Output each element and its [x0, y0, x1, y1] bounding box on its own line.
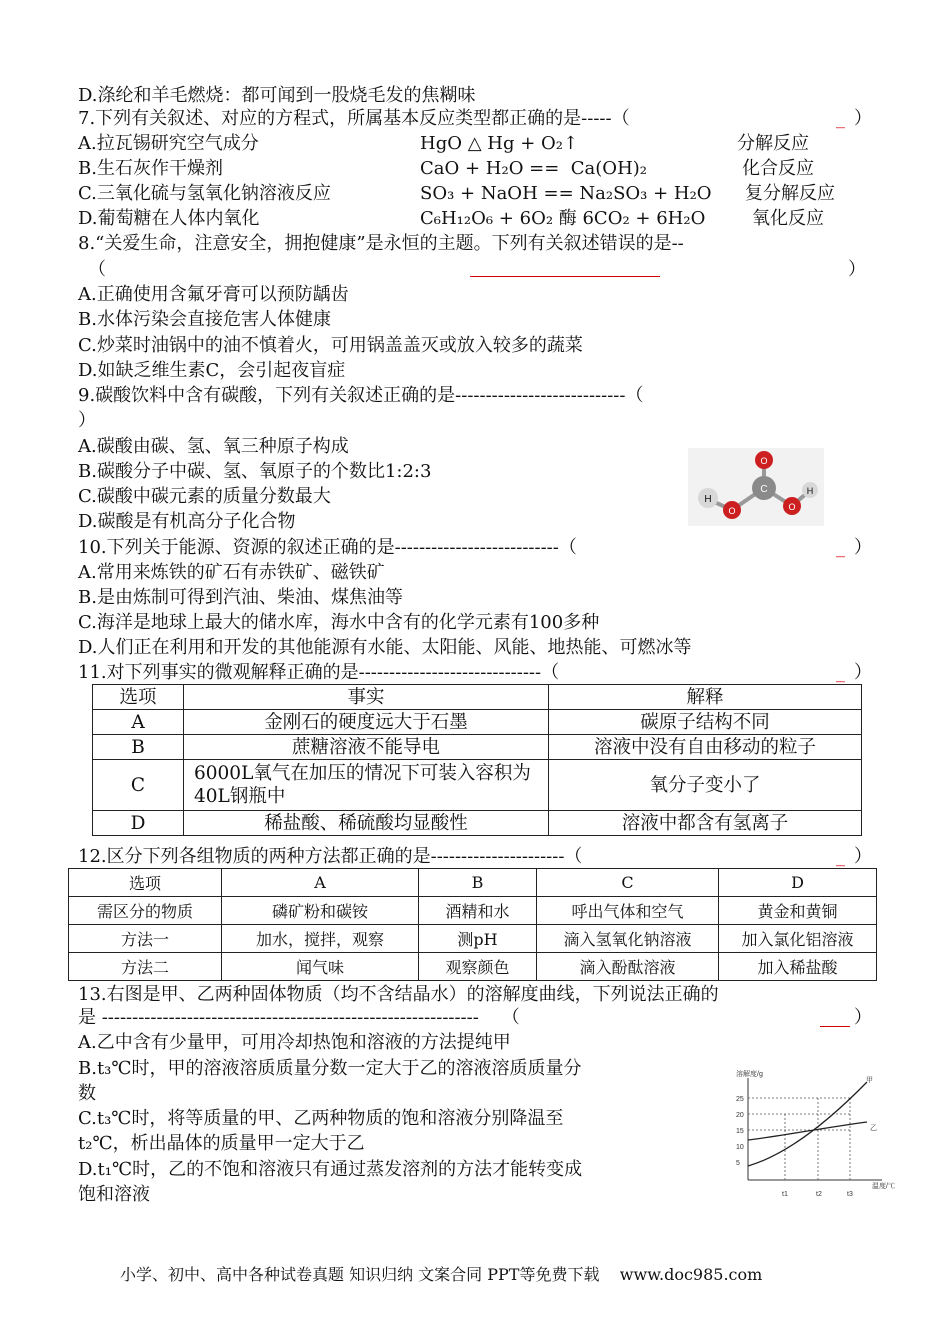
table-cell: 需区分的物质: [69, 897, 222, 925]
q8-option-d: D.如缺乏维生素C，会引起夜盲症: [78, 360, 346, 381]
q8-option-b: B.水体污染会直接危害人体健康: [78, 309, 331, 330]
graph-ytick: 25: [736, 1096, 744, 1103]
q10-option-b: B.是由炼制可得到汽油、柴油、煤焦油等: [78, 587, 403, 608]
q7-a-label: A.拉瓦锡研究空气成分: [78, 133, 259, 154]
table-cell: 加入稀盐酸: [719, 953, 877, 981]
table-cell: 氧分子变小了: [549, 760, 862, 811]
q13-option-d-cont: 饱和溶液: [78, 1184, 150, 1205]
q7-b-equation: CaO + H₂O == Ca(OH)₂: [420, 158, 648, 179]
q11-answer-blank: _: [836, 662, 845, 683]
q7-c-equation: SO₃ + NaOH == Na₂SO₃ + H₂O: [420, 183, 712, 204]
table-header-cell: C: [537, 869, 719, 897]
q12-stem: 12.区分下列各组物质的两种方法都正确的是----------------------（: [78, 846, 583, 867]
curve-yi: [748, 1122, 867, 1140]
table-header-row: [69, 869, 877, 897]
q12-answer-blank: _: [836, 846, 845, 867]
svg-text:O: O: [788, 502, 796, 512]
q11-close-paren: ）: [854, 662, 872, 683]
table-header-cell: B: [419, 869, 537, 897]
q10-option-c: C.海洋是地球上最大的储水库，海水中含有的化学元素有100多种: [78, 612, 600, 633]
q7-stem: 7.下列有关叙述、对应的方程式，所属基本反应类型都正确的是-----（: [78, 108, 630, 129]
q7-c-label: C.三氧化硫与氢氧化钠溶液反应: [78, 183, 331, 204]
table-cell: 稀盐酸、稀硫酸均显酸性: [184, 811, 549, 836]
q7-b-type: 化合反应: [742, 158, 814, 179]
table-cell: A: [93, 710, 184, 735]
q10-stem: 10.下列关于能源、资源的叙述正确的是---------------------------（: [78, 537, 577, 558]
table-cell: 黄金和黄铜: [719, 897, 877, 925]
q13-close-paren: ）: [854, 1007, 872, 1028]
table-header-cell: A: [222, 869, 419, 897]
q8-open-paren: （: [88, 259, 106, 280]
q12-close-paren: ）: [854, 846, 872, 867]
table-cell: 测pH: [419, 925, 537, 953]
table-row: [69, 925, 877, 953]
q10-answer-blank: _: [836, 537, 845, 558]
q10-close-paren: ）: [854, 537, 872, 558]
graph-ytick: 20: [736, 1112, 744, 1119]
table-row: [93, 735, 862, 760]
q7-d-equation: C₆H₁₂O₆ + 6O₂ 酶 6CO₂ + 6H₂O: [420, 208, 706, 229]
q7-answer-blank: _: [836, 108, 845, 129]
q11-stem: 11.对下列事实的微观解释正确的是------------------------------（: [78, 662, 560, 683]
carbon-atom: [752, 476, 776, 500]
table-row: [93, 760, 862, 811]
q9-option-b: B.碳酸分子中碳、氢、氧原子的个数比1:2:3: [78, 461, 432, 482]
q13-option-a: A.乙中含有少量甲，可用冷却热饱和溶液的方法提纯甲: [78, 1032, 511, 1053]
graph-curve-label-jia: 甲: [866, 1077, 873, 1084]
q9-stem: 9.碳酸饮料中含有碳酸，下列有关叙述正确的是----------------------------（: [78, 385, 644, 406]
q7-close-paren: ）: [854, 108, 872, 129]
svg-text:O: O: [728, 506, 736, 516]
carbonic-acid-molecule-image: [688, 448, 824, 526]
q8-option-a: A.正确使用含氟牙膏可以预防龋齿: [78, 284, 349, 305]
table-cell: 金刚石的硬度远大于石墨: [184, 710, 549, 735]
table-cell: 滴入酚酞溶液: [537, 953, 719, 981]
table-row: [93, 811, 862, 836]
table-cell: 滴入氢氧化钠溶液: [537, 925, 719, 953]
q13-stem: 13.右图是甲、乙两种固体物质（均不含结晶水）的溶解度曲线，下列说法正确的: [78, 984, 719, 1005]
q13-option-d: D.t₁℃时，乙的不饱和溶液只有通过蒸发溶剂的方法才能转变成: [78, 1159, 583, 1180]
q6-option-d: D.涤纶和羊毛燃烧：都可闻到一股烧毛发的焦糊味: [78, 85, 476, 106]
table-cell: 6000L氧气在加压的情况下可装入容积为40L钢瓶中: [184, 760, 549, 811]
footer-text: 小学、初中、高中各种试卷真题 知识归纳 文案合同 PPT等免费下载 www.doc985.com: [120, 1265, 763, 1284]
table-row: [93, 710, 862, 735]
svg-text:H: H: [806, 486, 814, 496]
table-cell: 酒精和水: [419, 897, 537, 925]
q10-option-a: A.常用来炼铁的矿石有赤铁矿、磁铁矿: [78, 562, 385, 583]
q11-table: [92, 684, 862, 836]
q13-answer-underline: [820, 1026, 850, 1027]
q7-c-type: 复分解反应: [745, 183, 835, 204]
q9-option-c: C.碳酸中碳元素的质量分数最大: [78, 486, 331, 507]
table-header-cell: 选项: [93, 685, 184, 710]
q9-option-a: A.碳酸由碳、氢、氧三种原子构成: [78, 436, 349, 457]
table-cell: 闻气味: [222, 953, 419, 981]
svg-text:H: H: [704, 494, 712, 505]
table-cell: 加入氯化铝溶液: [719, 925, 877, 953]
hydrogen-atom-right: [802, 482, 818, 498]
table-row: [69, 897, 877, 925]
graph-curve-label-yi: 乙: [870, 1125, 877, 1132]
table-header-cell: 选项: [69, 869, 222, 897]
table-cell: B: [93, 735, 184, 760]
table-header-cell: 事实: [184, 685, 549, 710]
q9-close-paren: ）: [78, 410, 96, 431]
graph-y-label: 溶解度/g: [736, 1071, 763, 1078]
table-cell: 溶液中都含有氢离子: [549, 811, 862, 836]
q8-close-paren: ）: [848, 259, 866, 280]
q12-table: [68, 868, 877, 981]
q10-option-d: D.人们正在利用和开发的其他能源有水能、太阳能、风能、地热能、可燃冰等: [78, 637, 692, 658]
graph-xtick: t1: [782, 1191, 788, 1198]
graph-x-label: 温度/℃: [872, 1183, 895, 1190]
graph-xtick: t3: [847, 1191, 853, 1198]
q8-stem: 8.“关爱生命，注意安全，拥抱健康”是永恒的主题。下列有关叙述错误的是--: [78, 233, 684, 254]
q7-d-label: D.葡萄糖在人体内氧化: [78, 208, 260, 229]
table-cell: 溶液中没有自由移动的粒子: [549, 735, 862, 760]
table-cell: D: [93, 811, 184, 836]
table-row: [69, 953, 877, 981]
q7-a-type: 分解反应: [737, 133, 809, 154]
table-cell: 蔗糖溶液不能导电: [184, 735, 549, 760]
q7-d-type: 氧化反应: [752, 208, 824, 229]
q13-stem-cont: 是 -------------------------------------------------------------- （: [78, 1007, 520, 1028]
q13-option-c-cont: t₂℃，析出晶体的质量甲一定大于乙: [78, 1133, 365, 1154]
graph-ytick: 15: [736, 1128, 744, 1135]
q7-a-equation: HgO △ Hg + O₂↑: [420, 133, 579, 154]
table-header-cell: D: [719, 869, 877, 897]
solubility-curve-graph: [722, 1068, 895, 1202]
hydrogen-atom-left: [698, 488, 718, 508]
svg-text:C: C: [760, 484, 768, 495]
q8-option-c: C.炒菜时油锅中的油不慎着火，可用锅盖盖灭或放入较多的蔬菜: [78, 335, 583, 356]
table-cell: 呼出气体和空气: [537, 897, 719, 925]
table-cell: 方法一: [69, 925, 222, 953]
q13-option-c: C.t₃℃时，将等质量的甲、乙两种物质的饱和溶液分别降温至: [78, 1108, 564, 1129]
oxygen-atom-left: [723, 501, 741, 519]
oxygen-atom-right: [783, 497, 801, 515]
table-header-row: [93, 685, 862, 710]
oxygen-atom-top: [755, 451, 773, 469]
table-cell: 观察颜色: [419, 953, 537, 981]
graph-ytick: 5: [736, 1160, 740, 1167]
table-cell: 加水，搅拌，观察: [222, 925, 419, 953]
svg-text:O: O: [760, 456, 768, 466]
table-cell: 方法二: [69, 953, 222, 981]
q13-option-b-cont: 数: [78, 1083, 96, 1104]
q8-answer-underline: [470, 276, 660, 277]
graph-ytick: 10: [736, 1144, 744, 1151]
q7-b-label: B.生石灰作干燥剂: [78, 158, 223, 179]
q9-option-d: D.碳酸是有机高分子化合物: [78, 511, 296, 532]
table-header-cell: 解释: [549, 685, 862, 710]
table-cell: 碳原子结构不同: [549, 710, 862, 735]
table-cell: C: [93, 760, 184, 811]
q13-option-b: B.t₃℃时，甲的溶液溶质质量分数一定大于乙的溶液溶质质量分: [78, 1058, 582, 1079]
table-cell: 磷矿粉和碳铵: [222, 897, 419, 925]
graph-xtick: t2: [816, 1191, 822, 1198]
